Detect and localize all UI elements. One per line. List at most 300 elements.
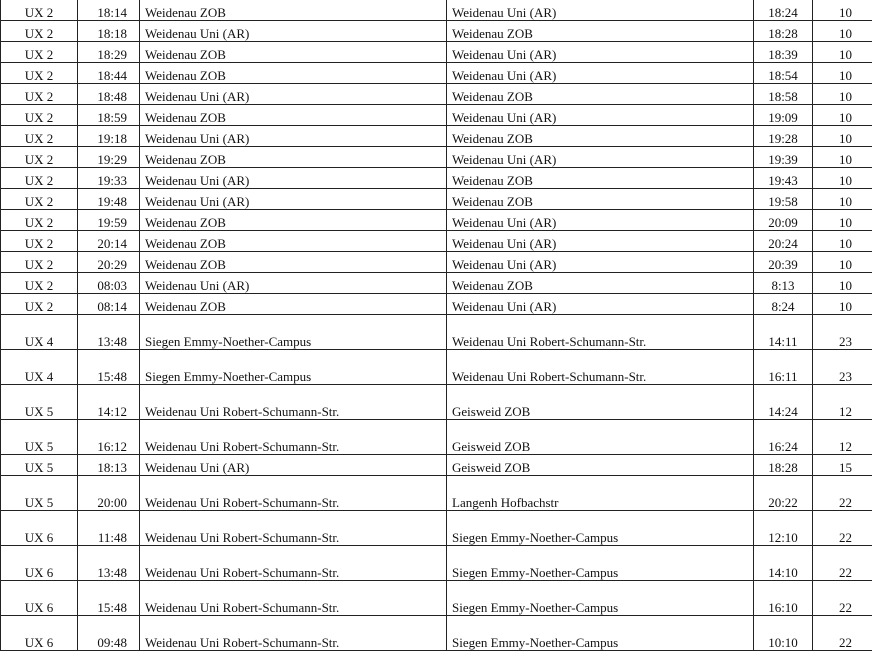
arrival-time-cell-text: 18:28 (768, 26, 798, 41)
duration-cell-text: 22 (839, 495, 852, 510)
destination-stop-cell (447, 105, 754, 126)
duration-cell-text: 10 (839, 5, 852, 20)
origin-stop-cell (140, 126, 447, 147)
duration-cell (813, 420, 872, 455)
line-cell-text: UX 2 (24, 5, 54, 20)
line-cell-text: UX 5 (24, 404, 54, 419)
arrival-time-cell-text: 20:39 (768, 257, 798, 272)
arrival-time-cell (754, 252, 813, 273)
line-cell-text: UX 2 (24, 152, 54, 167)
origin-stop-cell (140, 21, 447, 42)
destination-stop-cell (447, 315, 754, 350)
origin-stop-cell-text: Weidenau Uni Robert-Schumann-Str. (145, 439, 340, 454)
line-cell (1, 455, 78, 476)
duration-cell (813, 126, 872, 147)
arrival-time-cell-text: 18:39 (768, 47, 798, 62)
departure-time-cell (78, 0, 140, 21)
origin-stop-cell-text: Weidenau ZOB (145, 5, 226, 20)
duration-cell-text: 10 (839, 26, 852, 41)
departure-time-cell-text: 11:48 (97, 530, 127, 545)
destination-stop-cell-text: Geisweid ZOB (452, 404, 531, 419)
departure-time-cell-text: 18:59 (97, 110, 127, 125)
table-row (1, 168, 872, 189)
line-cell-text: UX 6 (24, 530, 54, 545)
destination-stop-cell (447, 546, 754, 581)
duration-cell-text: 12 (839, 404, 852, 419)
arrival-time-cell (754, 210, 813, 231)
line-cell-text: UX 2 (24, 47, 54, 62)
departure-time-cell (78, 168, 140, 189)
destination-stop-cell (447, 273, 754, 294)
origin-stop-cell-text: Weidenau ZOB (145, 110, 226, 125)
table-row (1, 350, 872, 385)
destination-stop-cell (447, 231, 754, 252)
departure-time-cell-text: 13:48 (97, 565, 127, 580)
departure-time-cell (78, 147, 140, 168)
table-row (1, 189, 872, 210)
arrival-time-cell-text: 14:24 (768, 404, 798, 419)
origin-stop-cell-text: Weidenau ZOB (145, 236, 226, 251)
destination-stop-cell (447, 21, 754, 42)
line-cell (1, 189, 78, 210)
line-cell-text: UX 4 (24, 369, 54, 384)
arrival-time-cell (754, 126, 813, 147)
arrival-time-cell-text: 18:28 (768, 460, 798, 475)
arrival-time-cell (754, 231, 813, 252)
departure-time-cell-text: 19:48 (97, 194, 127, 209)
departure-time-cell (78, 252, 140, 273)
duration-cell (813, 294, 872, 315)
duration-cell-text: 10 (839, 257, 852, 272)
line-cell-text: UX 2 (24, 236, 54, 251)
origin-stop-cell-text: Weidenau ZOB (145, 299, 226, 314)
table-row (1, 294, 872, 315)
origin-stop-cell-text: Siegen Emmy-Noether-Campus (145, 369, 312, 384)
table-row (1, 105, 872, 126)
destination-stop-cell-text: Weidenau ZOB (452, 131, 533, 146)
origin-stop-cell-text: Weidenau ZOB (145, 152, 226, 167)
destination-stop-cell (447, 189, 754, 210)
line-cell-text: UX 2 (24, 131, 54, 146)
origin-stop-cell (140, 105, 447, 126)
departure-time-cell (78, 105, 140, 126)
line-cell-text: UX 2 (24, 299, 54, 314)
arrival-time-cell (754, 273, 813, 294)
departure-time-cell-text: 19:29 (97, 152, 127, 167)
departure-time-cell-text: 13:48 (97, 334, 127, 349)
duration-cell (813, 315, 872, 350)
origin-stop-cell-text: Weidenau ZOB (145, 47, 226, 62)
departure-time-cell-text: 19:33 (97, 173, 127, 188)
destination-stop-cell-text: Geisweid ZOB (452, 439, 531, 454)
line-cell (1, 581, 78, 616)
duration-cell-text: 10 (839, 236, 852, 251)
arrival-time-cell (754, 546, 813, 581)
line-cell (1, 616, 78, 651)
line-cell (1, 273, 78, 294)
line-cell-text: UX 2 (24, 257, 54, 272)
line-cell-text: UX 2 (24, 110, 54, 125)
table-row (1, 476, 872, 511)
duration-cell-text: 12 (839, 439, 852, 454)
origin-stop-cell (140, 210, 447, 231)
departure-time-cell (78, 511, 140, 546)
arrival-time-cell-text: 8:24 (771, 299, 795, 314)
duration-cell (813, 581, 872, 616)
arrival-time-cell-text: 20:24 (768, 236, 798, 251)
origin-stop-cell-text: Weidenau ZOB (145, 215, 226, 230)
origin-stop-cell (140, 511, 447, 546)
duration-cell (813, 84, 872, 105)
destination-stop-cell (447, 385, 754, 420)
departure-time-cell-text: 18:14 (97, 5, 127, 20)
departure-time-cell-text: 08:03 (97, 278, 127, 293)
table-row (1, 210, 872, 231)
line-cell (1, 546, 78, 581)
table-row (1, 581, 872, 616)
table-row (1, 84, 872, 105)
duration-cell-text: 10 (839, 194, 852, 209)
table-row (1, 147, 872, 168)
arrival-time-cell-text: 19:39 (768, 152, 798, 167)
departure-time-cell-text: 20:14 (97, 236, 127, 251)
duration-cell-text: 10 (839, 47, 852, 62)
destination-stop-cell (447, 252, 754, 273)
duration-cell (813, 616, 872, 651)
arrival-time-cell-text: 14:10 (768, 565, 798, 580)
destination-stop-cell-text: Weidenau ZOB (452, 194, 533, 209)
table-row (1, 511, 872, 546)
destination-stop-cell-text: Weidenau ZOB (452, 173, 533, 188)
duration-cell (813, 42, 872, 63)
origin-stop-cell (140, 252, 447, 273)
arrival-time-cell-text: 18:54 (768, 68, 798, 83)
arrival-time-cell (754, 294, 813, 315)
origin-stop-cell (140, 581, 447, 616)
destination-stop-cell (447, 455, 754, 476)
destination-stop-cell (447, 147, 754, 168)
line-cell-text: UX 6 (24, 600, 54, 615)
line-cell (1, 231, 78, 252)
origin-stop-cell (140, 315, 447, 350)
line-cell-text: UX 5 (24, 460, 54, 475)
departure-time-cell (78, 455, 140, 476)
destination-stop-cell-text: Weidenau Uni (AR) (452, 68, 557, 83)
line-cell (1, 126, 78, 147)
departure-time-cell-text: 20:00 (97, 495, 127, 510)
departure-time-cell (78, 126, 140, 147)
origin-stop-cell (140, 147, 447, 168)
duration-cell-text: 10 (839, 110, 852, 125)
duration-cell-text: 22 (839, 635, 852, 650)
table-row (1, 315, 872, 350)
arrival-time-cell (754, 616, 813, 651)
line-cell (1, 105, 78, 126)
line-cell-text: UX 2 (24, 26, 54, 41)
line-cell (1, 63, 78, 84)
arrival-time-cell (754, 84, 813, 105)
line-cell (1, 0, 78, 21)
line-cell (1, 252, 78, 273)
line-cell (1, 350, 78, 385)
table-row (1, 42, 872, 63)
line-cell (1, 476, 78, 511)
destination-stop-cell (447, 616, 754, 651)
departure-time-cell (78, 581, 140, 616)
arrival-time-cell (754, 476, 813, 511)
departure-time-cell-text: 20:29 (97, 257, 127, 272)
arrival-time-cell (754, 21, 813, 42)
departure-time-cell (78, 21, 140, 42)
arrival-time-cell-text: 20:22 (768, 495, 798, 510)
duration-cell (813, 546, 872, 581)
origin-stop-cell (140, 455, 447, 476)
destination-stop-cell (447, 168, 754, 189)
duration-cell-text: 15 (839, 460, 852, 475)
destination-stop-cell-text: Weidenau Uni Robert-Schumann-Str. (452, 334, 647, 349)
arrival-time-cell (754, 63, 813, 84)
line-cell (1, 42, 78, 63)
line-cell (1, 21, 78, 42)
line-cell (1, 168, 78, 189)
destination-stop-cell-text: Siegen Emmy-Noether-Campus (452, 600, 619, 615)
line-cell-text: UX 4 (24, 334, 54, 349)
departure-time-cell-text: 18:48 (97, 89, 127, 104)
origin-stop-cell (140, 616, 447, 651)
duration-cell-text: 10 (839, 89, 852, 104)
arrival-time-cell (754, 511, 813, 546)
table-row (1, 63, 872, 84)
line-cell (1, 84, 78, 105)
table-row (1, 546, 872, 581)
destination-stop-cell (447, 0, 754, 21)
destination-stop-cell (447, 476, 754, 511)
destination-stop-cell (447, 63, 754, 84)
destination-stop-cell-text: Weidenau Uni (AR) (452, 47, 557, 62)
table-row (1, 420, 872, 455)
origin-stop-cell-text: Weidenau Uni Robert-Schumann-Str. (145, 600, 340, 615)
origin-stop-cell (140, 63, 447, 84)
duration-cell (813, 105, 872, 126)
duration-cell-text: 10 (839, 152, 852, 167)
destination-stop-cell-text: Weidenau Uni (AR) (452, 299, 557, 314)
destination-stop-cell-text: Weidenau Uni (AR) (452, 110, 557, 125)
destination-stop-cell (447, 210, 754, 231)
destination-stop-cell-text: Weidenau ZOB (452, 26, 533, 41)
duration-cell (813, 210, 872, 231)
arrival-time-cell-text: 16:24 (768, 439, 798, 454)
departure-time-cell (78, 616, 140, 651)
departure-time-cell (78, 210, 140, 231)
duration-cell (813, 273, 872, 294)
line-cell (1, 294, 78, 315)
departure-time-cell-text: 14:12 (97, 404, 127, 419)
line-cell-text: UX 2 (24, 215, 54, 230)
departure-time-cell (78, 420, 140, 455)
duration-cell-text: 23 (839, 334, 852, 349)
duration-cell-text: 22 (839, 530, 852, 545)
arrival-time-cell-text: 19:43 (768, 173, 798, 188)
destination-stop-cell-text: Weidenau ZOB (452, 278, 533, 293)
destination-stop-cell (447, 84, 754, 105)
arrival-time-cell (754, 581, 813, 616)
departure-time-cell (78, 84, 140, 105)
duration-cell-text: 10 (839, 173, 852, 188)
destination-stop-cell-text: Siegen Emmy-Noether-Campus (452, 530, 619, 545)
departure-time-cell (78, 385, 140, 420)
line-cell (1, 511, 78, 546)
departure-time-cell-text: 16:12 (97, 439, 127, 454)
destination-stop-cell-text: Weidenau Uni Robert-Schumann-Str. (452, 369, 647, 384)
departure-time-cell (78, 350, 140, 385)
origin-stop-cell-text: Siegen Emmy-Noether-Campus (145, 334, 312, 349)
origin-stop-cell-text: Weidenau Uni Robert-Schumann-Str. (145, 565, 340, 580)
arrival-time-cell-text: 16:10 (768, 600, 798, 615)
table-row (1, 385, 872, 420)
arrival-time-cell (754, 385, 813, 420)
departure-time-cell-text: 15:48 (97, 600, 127, 615)
origin-stop-cell (140, 546, 447, 581)
destination-stop-cell-text: Weidenau ZOB (452, 89, 533, 104)
departure-time-cell-text: 19:59 (97, 215, 127, 230)
origin-stop-cell-text: Weidenau Uni Robert-Schumann-Str. (145, 495, 340, 510)
duration-cell (813, 385, 872, 420)
origin-stop-cell-text: Weidenau Uni Robert-Schumann-Str. (145, 635, 340, 650)
arrival-time-cell (754, 189, 813, 210)
duration-cell-text: 10 (839, 131, 852, 146)
arrival-time-cell-text: 19:09 (768, 110, 798, 125)
line-cell-text: UX 2 (24, 68, 54, 83)
duration-cell-text: 10 (839, 299, 852, 314)
arrival-time-cell (754, 105, 813, 126)
departure-time-cell-text: 18:29 (97, 47, 127, 62)
origin-stop-cell-text: Weidenau ZOB (145, 257, 226, 272)
departure-time-cell-text: 18:18 (97, 26, 127, 41)
line-cell (1, 385, 78, 420)
arrival-time-cell-text: 20:09 (768, 215, 798, 230)
departure-time-cell-text: 18:13 (97, 460, 127, 475)
line-cell-text: UX 2 (24, 89, 54, 104)
arrival-time-cell-text: 18:58 (768, 89, 798, 104)
arrival-time-cell-text: 8:13 (771, 278, 795, 293)
origin-stop-cell (140, 231, 447, 252)
origin-stop-cell-text: Weidenau Uni (AR) (145, 278, 250, 293)
destination-stop-cell (447, 581, 754, 616)
line-cell (1, 147, 78, 168)
arrival-time-cell (754, 315, 813, 350)
destination-stop-cell-text: Weidenau Uni (AR) (452, 215, 557, 230)
arrival-time-cell (754, 455, 813, 476)
duration-cell (813, 0, 872, 21)
destination-stop-cell-text: Siegen Emmy-Noether-Campus (452, 565, 619, 580)
origin-stop-cell (140, 168, 447, 189)
duration-cell (813, 231, 872, 252)
duration-cell-text: 10 (839, 215, 852, 230)
duration-cell (813, 252, 872, 273)
duration-cell (813, 168, 872, 189)
origin-stop-cell-text: Weidenau Uni (AR) (145, 173, 250, 188)
table-row (1, 126, 872, 147)
origin-stop-cell (140, 84, 447, 105)
departure-time-cell-text: 09:48 (97, 635, 127, 650)
line-cell (1, 420, 78, 455)
origin-stop-cell-text: Weidenau ZOB (145, 68, 226, 83)
origin-stop-cell (140, 42, 447, 63)
duration-cell-text: 22 (839, 600, 852, 615)
duration-cell (813, 350, 872, 385)
destination-stop-cell-text: Weidenau Uni (AR) (452, 257, 557, 272)
destination-stop-cell (447, 350, 754, 385)
duration-cell (813, 63, 872, 84)
arrival-time-cell-text: 14:11 (768, 334, 798, 349)
arrival-time-cell (754, 420, 813, 455)
departure-time-cell (78, 189, 140, 210)
departure-time-cell (78, 273, 140, 294)
destination-stop-cell-text: Siegen Emmy-Noether-Campus (452, 635, 619, 650)
departure-time-cell-text: 15:48 (97, 369, 127, 384)
origin-stop-cell (140, 350, 447, 385)
table-row (1, 231, 872, 252)
origin-stop-cell-text: Weidenau Uni (AR) (145, 460, 250, 475)
line-cell (1, 315, 78, 350)
table-row (1, 455, 872, 476)
origin-stop-cell (140, 476, 447, 511)
origin-stop-cell-text: Weidenau Uni Robert-Schumann-Str. (145, 530, 340, 545)
duration-cell (813, 511, 872, 546)
destination-stop-cell (447, 126, 754, 147)
origin-stop-cell (140, 294, 447, 315)
duration-cell-text: 22 (839, 565, 852, 580)
table-row (1, 0, 872, 21)
destination-stop-cell-text: Geisweid ZOB (452, 460, 531, 475)
duration-cell (813, 455, 872, 476)
departure-time-cell-text: 08:14 (97, 299, 127, 314)
departure-time-cell (78, 42, 140, 63)
arrival-time-cell-text: 19:58 (768, 194, 798, 209)
arrival-time-cell (754, 168, 813, 189)
origin-stop-cell-text: Weidenau Uni (AR) (145, 26, 250, 41)
destination-stop-cell (447, 420, 754, 455)
table-row (1, 616, 872, 651)
arrival-time-cell (754, 147, 813, 168)
line-cell (1, 210, 78, 231)
destination-stop-cell (447, 511, 754, 546)
duration-cell-text: 23 (839, 369, 852, 384)
arrival-time-cell-text: 18:24 (768, 5, 798, 20)
origin-stop-cell (140, 420, 447, 455)
departure-time-cell-text: 18:44 (97, 68, 127, 83)
table-row (1, 21, 872, 42)
arrival-time-cell (754, 0, 813, 21)
origin-stop-cell-text: Weidenau Uni Robert-Schumann-Str. (145, 404, 340, 419)
origin-stop-cell-text: Weidenau Uni (AR) (145, 131, 250, 146)
destination-stop-cell-text: Weidenau Uni (AR) (452, 236, 557, 251)
duration-cell (813, 476, 872, 511)
line-cell-text: UX 2 (24, 194, 54, 209)
arrival-time-cell (754, 350, 813, 385)
origin-stop-cell (140, 385, 447, 420)
destination-stop-cell-text: Langenh Hofbachstr (452, 495, 559, 510)
destination-stop-cell (447, 42, 754, 63)
line-cell-text: UX 6 (24, 565, 54, 580)
line-cell-text: UX 5 (24, 495, 54, 510)
duration-cell (813, 21, 872, 42)
origin-stop-cell (140, 189, 447, 210)
line-cell-text: UX 6 (24, 635, 54, 650)
departure-time-cell (78, 231, 140, 252)
duration-cell (813, 147, 872, 168)
destination-stop-cell (447, 294, 754, 315)
